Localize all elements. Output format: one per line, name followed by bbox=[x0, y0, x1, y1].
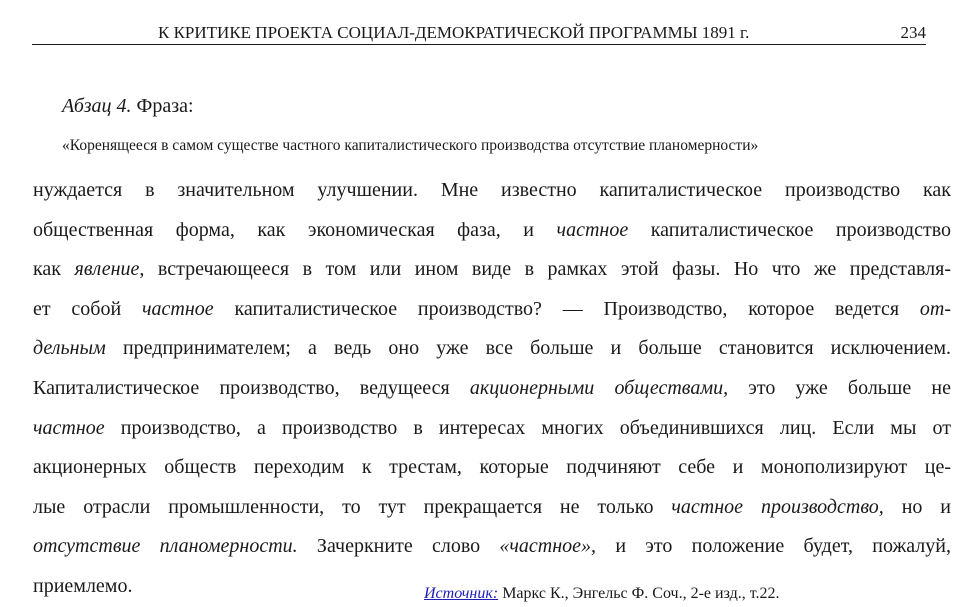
emphasis-text: «частное», bbox=[499, 535, 597, 558]
section-label: Абзац 4. bbox=[62, 95, 132, 117]
source-label: Источник: bbox=[424, 585, 499, 602]
emphasis-text: явление, bbox=[74, 258, 145, 281]
paragraph-line bbox=[33, 448, 951, 488]
emphasis-text: дельным bbox=[33, 337, 106, 360]
text-span: нуждается в значительном улучшении. Мне известно капиталистическое производство как bbox=[33, 179, 951, 201]
running-header bbox=[32, 22, 926, 45]
paragraph-line bbox=[33, 369, 951, 409]
block-quote: «Коренящееся в самом существе частного капиталистического производства отсутствие планомерности» bbox=[62, 137, 759, 154]
paragraph-line bbox=[33, 171, 951, 211]
text-span: Зачеркните слово bbox=[316, 535, 481, 558]
text-span: капиталистическое производство bbox=[650, 218, 952, 241]
emphasis-text: частное производство, bbox=[671, 495, 884, 518]
source-citation bbox=[424, 583, 780, 605]
running-title: К КРИТИКЕ ПРОЕКТА СОЦИАЛ-ДЕМОКРАТИЧЕСКОЙ ПРОГРАММЫ 1891 г. bbox=[158, 23, 750, 42]
section-title: Фраза: bbox=[136, 95, 194, 117]
text-span: общественная форма, как экономическая фаза, и bbox=[33, 218, 535, 241]
text-span: акционерных обществ переходим к трестам, которые подчиняют себе и монополизируют це- bbox=[33, 456, 951, 479]
page-number: 234 bbox=[900, 23, 926, 42]
text-span: как bbox=[33, 258, 62, 281]
paragraph-line bbox=[33, 290, 951, 330]
body-paragraph bbox=[33, 171, 951, 607]
emphasis-text: отсутствие планомерности. bbox=[33, 535, 298, 558]
section-heading bbox=[62, 93, 194, 119]
paragraph-line bbox=[33, 250, 951, 290]
text-span: ет собой bbox=[33, 297, 122, 320]
paragraph-line bbox=[33, 527, 951, 567]
emphasis-text: частное bbox=[33, 416, 105, 439]
paragraph-line bbox=[33, 329, 951, 369]
emphasis-text: частное bbox=[142, 297, 214, 320]
text-span: это уже больше не bbox=[748, 376, 951, 399]
text-span: встречающееся в том или ином виде в рамках этой фазы. Но что же представля- bbox=[157, 258, 952, 281]
text-span: производство, а производство в интересах многих объединившихся лиц. Если мы от bbox=[120, 416, 951, 439]
text-span: и это положение будет, пожалуй, bbox=[615, 535, 951, 558]
source-text: Маркс К., Энгельс Ф. Соч., 2-е изд., т.22. bbox=[502, 585, 780, 602]
emphasis-text: акционерными обществами, bbox=[469, 376, 729, 399]
text-span: приемлемо. bbox=[33, 574, 133, 597]
emphasis-text: частное bbox=[556, 218, 629, 241]
emphasis-text: от- bbox=[919, 297, 952, 320]
text-span: Капиталистическое производство, ведущееся bbox=[33, 376, 450, 399]
text-span: предпринимателем; а ведь оно уже все больше и больше становится исключением. bbox=[122, 337, 952, 360]
text-span: но и bbox=[901, 495, 952, 518]
paragraph-line bbox=[33, 488, 951, 528]
paragraph-line bbox=[33, 211, 951, 251]
text-span: капиталистическое производство? — Производство, которое ведется bbox=[234, 297, 900, 320]
paragraph-line bbox=[33, 409, 951, 449]
text-span: лые отрасли промышленности, то тут прекращается не только bbox=[33, 495, 654, 518]
